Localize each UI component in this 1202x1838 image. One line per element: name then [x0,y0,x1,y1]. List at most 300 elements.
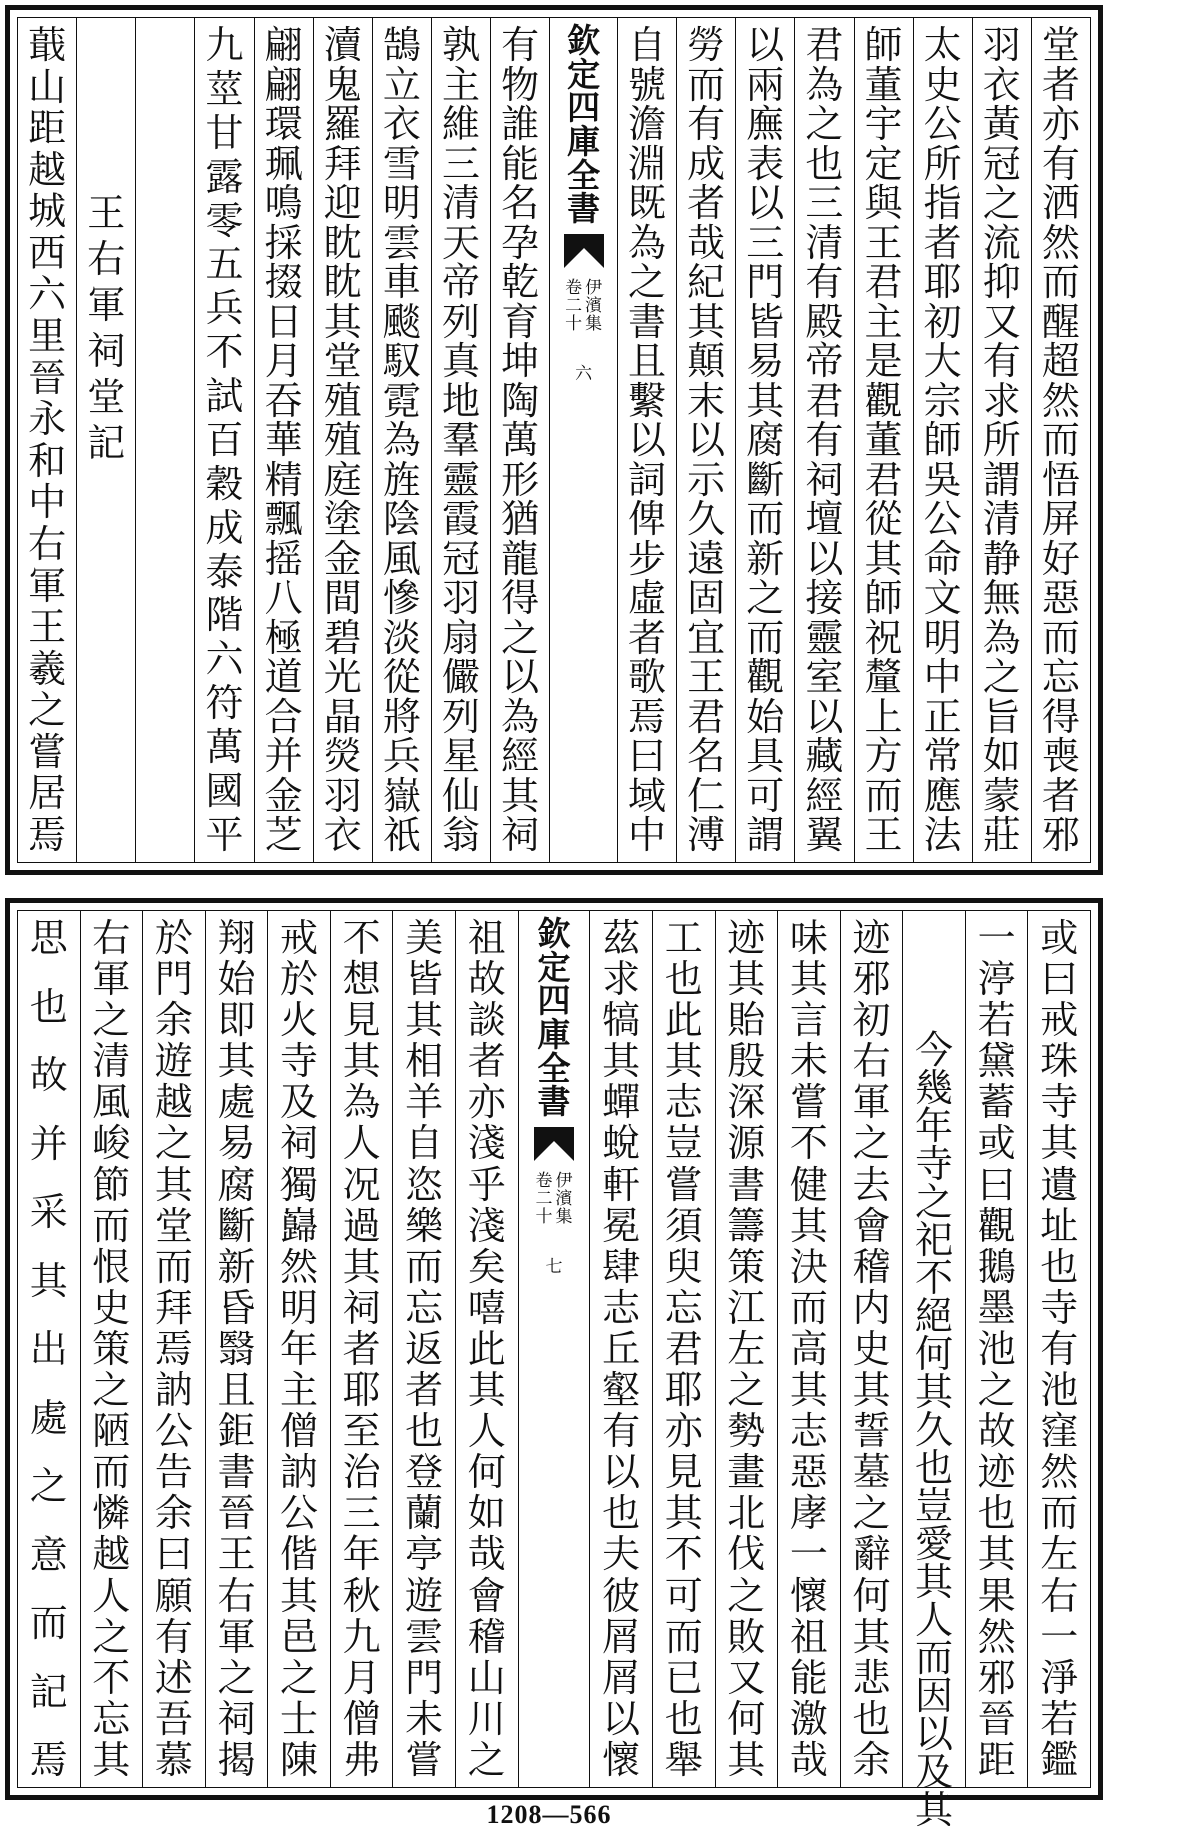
glyph: 鑑 [1040,1737,1079,1782]
glyph: 舉 [664,1737,703,1782]
glyph: 幾 [915,1066,954,1110]
glyph: 雲 [405,1614,444,1659]
glyph: 其 [789,957,828,1002]
glyph: 試 [205,374,244,418]
glyph: 觀 [977,1203,1016,1248]
glyph: 距 [28,106,67,151]
glyph: 肆 [602,1244,641,1289]
glyph: 有 [805,418,844,462]
glyph: 王 [864,813,903,857]
glyph: 山 [467,1655,506,1700]
glyph: 其 [664,1039,703,1084]
glyph: 寺 [1040,1080,1079,1125]
glyph: 寺 [280,1039,319,1084]
glyph: 其 [29,1258,68,1303]
glyph: 即 [217,998,256,1043]
glyph: 吞 [264,378,303,423]
glyph: 憐 [92,1491,131,1536]
glyph: 誓 [852,1409,891,1454]
glyph: 吾 [154,1696,193,1741]
glyph: 惡 [789,1450,828,1495]
glyph: 列 [441,299,480,344]
glyph: 者 [467,1039,506,1084]
glyph: 成 [687,141,726,186]
glyph: 名 [501,181,540,225]
glyph: 不 [92,1655,131,1700]
glyph: 激 [789,1696,828,1741]
glyph: 之 [727,1368,766,1413]
glyph: 年 [342,1532,381,1577]
glyph: 祠 [805,457,844,502]
glyph: 祝 [864,615,903,660]
glyph: 也 [664,1696,703,1741]
header-title: 欽 定 四 庫 全 書 [567,21,601,229]
glyph: 求 [602,957,641,1002]
glyph: 一 [1040,1614,1079,1659]
glyph: 恣 [405,1162,444,1207]
glyph: 王 [687,655,726,699]
volume-label: 伊 濱 集 卷 二 十 [565,277,603,334]
glyph: 列 [441,694,480,739]
glyph: 與 [864,181,903,225]
glyph: 久 [915,1408,954,1452]
glyph: 未 [405,1696,444,1741]
glyph: 無 [982,576,1021,620]
glyph: 并 [29,1121,68,1166]
glyph: 之 [154,1121,193,1166]
glyph: 年 [280,1326,319,1371]
glyph: 繫 [628,378,667,423]
text-column [330,911,393,1787]
glyph: 旌 [382,457,421,502]
glyph: 此 [467,1326,506,1371]
text-column [965,911,1028,1787]
text-column [735,18,794,862]
glyph: 旨 [982,694,1021,739]
leaf-number: 六 [575,364,593,385]
glyph: 忘 [92,1696,131,1741]
glyph: 不 [205,330,244,375]
glyph: 風 [92,1080,131,1125]
glyph: 告 [154,1450,193,1495]
glyph: 者 [405,1368,444,1413]
glyph: 嘗 [789,1080,828,1125]
glyph: 懷 [602,1737,641,1782]
glyph: 易 [746,339,785,383]
glyph: 其 [687,299,726,344]
glyph: 地 [441,378,480,423]
text-column [589,911,652,1787]
text-column [490,18,549,862]
glyph: 應 [923,773,962,818]
glyph: 不 [342,916,381,960]
glyph: 之 [805,102,844,146]
glyph: 嘗 [28,729,67,774]
glyph: 及 [915,1750,954,1794]
glyph: 君 [864,457,903,502]
glyph: 能 [789,1655,828,1700]
glyph: 策 [727,1244,766,1289]
glyph: 環 [264,102,303,146]
glyph: 常 [923,734,962,778]
glyph: 五 [205,242,244,287]
glyph: 天 [441,220,480,265]
glyph: 述 [154,1655,193,1700]
glyph: 之 [852,1121,891,1166]
glyph: 耶 [923,260,962,304]
glyph: 志 [664,1080,703,1125]
glyph: 抑 [982,260,1021,304]
glyph: 其 [217,1039,256,1084]
glyph: 釐 [864,655,903,699]
glyph: 六 [28,272,67,317]
glyph: 經 [501,734,540,778]
glyph: 者 [1041,62,1080,107]
glyph: 為 [805,62,844,107]
glyph: 絕 [915,1294,954,1338]
glyph: 三 [441,141,480,186]
glyph: 人 [92,1573,131,1618]
glyph: 忘 [1041,655,1080,699]
glyph: 主 [864,299,903,344]
glyph: 泰 [205,549,244,594]
glyph: 史 [92,1285,131,1330]
glyph: 殖 [323,378,362,423]
glyph: 具 [746,734,785,778]
glyph: 且 [217,1368,256,1413]
glyph: 所 [923,141,962,186]
glyph: 敗 [727,1614,766,1659]
text-column [840,911,903,1787]
glyph: 董 [864,418,903,462]
glyph: 有 [501,23,540,67]
glyph: 年 [915,1104,954,1148]
glyph: 國 [205,768,244,813]
glyph: 顛 [687,339,726,383]
glyph: 清 [982,497,1021,541]
glyph: 羊 [405,1080,444,1125]
glyph: 君 [664,1326,703,1371]
text-column [205,911,268,1787]
glyph: 為 [628,220,667,265]
glyph: 為 [501,694,540,739]
glyph: 偕 [280,1532,319,1577]
glyph: 墓 [852,1450,891,1495]
glyph: 其 [342,1039,381,1084]
glyph: 然 [280,1244,319,1289]
glyph: 其 [501,773,540,818]
glyph: 莊 [982,813,1021,857]
glyph: 祠 [280,1121,319,1166]
glyph: 慕 [154,1737,193,1782]
glyph: 公 [280,1491,319,1536]
text-column [676,18,735,862]
glyph: 其 [1040,1121,1079,1166]
text-column [254,18,313,862]
glyph: 祀 [915,1218,954,1262]
glyph: 越 [154,1080,193,1125]
glyph: 羽 [441,576,480,620]
glyph: 伐 [727,1532,766,1577]
glyph: 而 [789,1285,828,1330]
glyph: 王 [864,220,903,265]
glyph: 軍 [87,283,126,327]
glyph: 言 [789,998,828,1043]
glyph: 上 [864,694,903,739]
glyph: 以 [501,655,540,699]
glyph: 三 [342,1491,381,1536]
glyph: 陶 [501,378,540,423]
glyph: 珠 [1040,1039,1079,1084]
glyph: 勞 [687,23,726,67]
glyph: 塗 [323,497,362,541]
glyph: 董 [864,62,903,107]
glyph: 末 [687,378,726,423]
glyph: 主 [441,62,480,107]
glyph: 祖 [789,1614,828,1659]
glyph: 眈 [323,220,362,265]
glyph: 有 [602,1409,641,1454]
glyph: 為 [342,1080,381,1125]
text-column [617,18,676,862]
text-column [652,911,715,1787]
glyph: 畫 [727,1450,766,1495]
glyph: 乾 [501,260,540,304]
glyph: 孰 [441,23,480,67]
glyph: 颷 [382,299,421,344]
text-column [715,911,778,1787]
glyph: 堂 [323,339,362,383]
glyph: 清 [441,181,480,225]
glyph: 羅 [323,102,362,146]
glyph: 右 [92,916,131,960]
glyph: 墨 [977,1285,1016,1330]
glyph: 焉 [28,812,67,857]
glyph: 味 [789,916,828,960]
glyph: 主 [280,1368,319,1413]
glyph: 之 [501,615,540,660]
glyph: 階 [205,593,244,638]
glyph: 新 [746,536,785,581]
glyph: 弗 [342,1737,381,1782]
glyph: 嶽 [382,773,421,818]
glyph: 中 [923,655,962,699]
glyph: 為 [382,418,421,462]
glyph: 堂 [1041,23,1080,67]
glyph: 黛 [977,1039,1016,1084]
glyph: 而 [92,1203,131,1248]
glyph: 也 [915,1446,954,1490]
glyph: 余 [852,1737,891,1782]
glyph: 邪 [1041,813,1080,857]
glyph: 師 [864,576,903,620]
glyph: 祇 [382,813,421,857]
glyph: 晉 [977,1696,1016,1741]
glyph: 巋 [280,1203,319,1248]
glyph: 軍 [28,563,67,608]
glyph: 立 [382,62,421,107]
glyph: 迎 [323,181,362,225]
glyph: 斷 [217,1203,256,1248]
glyph: 始 [746,694,785,739]
glyph: 兵 [382,734,421,778]
glyph: 其 [852,1368,891,1413]
text-column [18,911,80,1787]
glyph: 然 [1040,1450,1079,1495]
glyph: 殖 [323,418,362,462]
glyph: 芝 [264,813,303,857]
glyph: 也 [1040,1244,1079,1289]
glyph: 見 [342,998,381,1043]
text-column [313,18,372,862]
glyph: 而 [1040,1491,1079,1536]
glyph: 夫 [602,1532,641,1577]
glyph: 孕 [501,220,540,265]
glyph: 須 [664,1203,703,1248]
glyph: 永 [28,397,67,442]
glyph: 記 [29,1669,68,1714]
glyph: 瀆 [323,23,362,67]
glyph: 其 [92,1737,131,1782]
glyph: 也 [602,1491,641,1536]
text-column [794,18,853,862]
glyph: 陳 [280,1737,319,1782]
glyph: 金 [323,536,362,581]
glyph: 史 [923,62,962,107]
glyph: 遺 [1040,1162,1079,1207]
glyph: 會 [467,1573,506,1618]
glyph: 域 [628,773,667,818]
glyph: 文 [923,576,962,620]
glyph: 衣 [982,62,1021,107]
glyph: 也 [805,141,844,186]
glyph: 鉅 [217,1409,256,1454]
glyph: 物 [501,62,540,107]
text-column [135,18,194,862]
glyph: 又 [727,1655,766,1700]
glyph: 淺 [467,1121,506,1166]
glyph: 余 [154,1491,193,1536]
glyph: 月 [342,1655,381,1700]
glyph: 邪 [852,957,891,1002]
glyph: 籌 [727,1203,766,1248]
glyph: 書 [217,1450,256,1495]
glyph: 於 [280,957,319,1002]
glyph: 况 [342,1162,381,1207]
glyph: 江 [727,1285,766,1330]
glyph: 始 [217,957,256,1002]
glyph: 静 [982,536,1021,581]
glyph: 步 [628,536,667,581]
glyph: 忘 [405,1285,444,1330]
glyph: 自 [628,23,667,67]
glyph: 皆 [746,299,785,344]
glyph: 以 [805,694,844,739]
glyph: 霓 [382,378,421,423]
glyph: 示 [687,457,726,502]
glyph: 祠 [501,813,540,857]
glyph: 恨 [92,1244,131,1289]
glyph: 皆 [405,957,444,1002]
glyph: 遠 [687,536,726,581]
glyph: 亭 [405,1532,444,1577]
glyph: 以 [915,1712,954,1756]
glyph: 三 [805,181,844,225]
glyph: 法 [923,813,962,857]
glyph: 決 [789,1244,828,1289]
glyph: 不 [915,1256,954,1300]
glyph: 美 [405,916,444,960]
glyph: 門 [154,957,193,1002]
glyph: 談 [467,998,506,1043]
glyph: 焉 [628,694,667,739]
glyph: 迹 [727,916,766,960]
glyph: 戒 [1040,998,1079,1043]
glyph: 俾 [628,497,667,541]
glyph: 穀 [205,461,244,506]
glyph: 王 [28,605,67,650]
glyph: 誰 [501,102,540,146]
glyph: 大 [923,339,962,383]
glyph: 宇 [864,102,903,146]
glyph: 之 [982,655,1021,699]
glyph: 從 [382,655,421,699]
glyph: 會 [852,1203,891,1248]
glyph: 成 [205,505,244,550]
glyph: 澹 [628,102,667,146]
glyph: 冕 [602,1203,641,1248]
text-column [913,18,972,862]
glyph: 定 [864,141,903,186]
glyph: 喪 [1041,734,1080,778]
glyph: 以 [602,1450,641,1495]
glyph: 北 [727,1491,766,1536]
glyph: 拜 [323,141,362,186]
glyph: 紀 [687,260,726,304]
glyph: 間 [323,576,362,620]
glyph: 其 [915,1370,954,1414]
glyph: 腐 [217,1162,256,1207]
glyph: 以 [602,1696,641,1741]
glyph: 詞 [628,457,667,502]
glyph: 經 [805,773,844,818]
glyph: 觀 [746,655,785,699]
glyph: 獨 [280,1162,319,1207]
glyph: 而 [92,1450,131,1495]
glyph: 嘗 [405,1737,444,1782]
glyph: 形 [501,457,540,502]
glyph: 人 [342,1121,381,1166]
glyph: 溥 [687,813,726,857]
glyph: 深 [727,1080,766,1125]
glyph: 宗 [923,378,962,423]
glyph: 忘 [664,1285,703,1330]
glyph: 茲 [602,916,641,960]
glyph: 飄 [264,497,303,541]
glyph: 之 [852,1491,891,1536]
glyph: 今 [915,1028,954,1072]
glyph: 接 [805,576,844,620]
glyph: 相 [405,1039,444,1084]
text-column [431,18,490,862]
glyph: 光 [323,655,362,699]
glyph: 月 [264,339,303,383]
glyph: 彼 [602,1573,641,1618]
glyph: 書 [628,299,667,344]
glyph: 蕺 [28,23,67,67]
glyph: 其 [864,536,903,581]
glyph: 軍 [92,957,131,1002]
